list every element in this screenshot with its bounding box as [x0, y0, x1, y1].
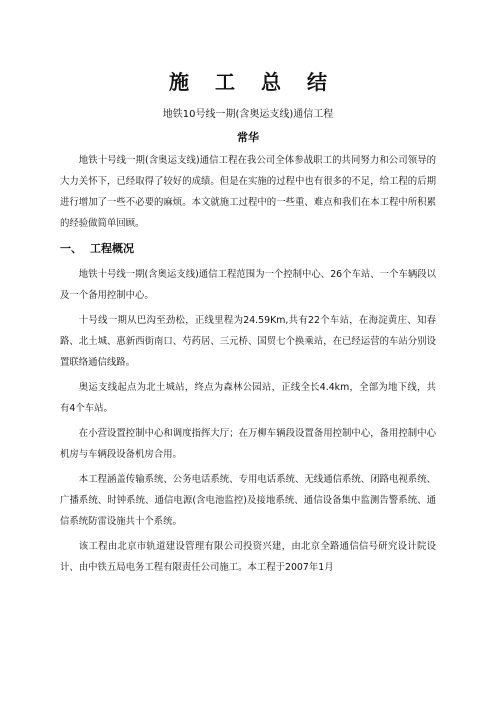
document-author: 常华: [237, 131, 259, 144]
section-heading-text: 工程概况: [90, 242, 134, 255]
section-paragraph: 本工程涵盖传输系统、公务电话系统、专用电话系统、无线通信系统、闭路电视系统、广播系统、时钟系统、通信电源(含电池监控)及接地系统、通信设备集中监测告警系统、通信系统防雷设施共十个系统。: [60, 474, 436, 527]
section-paragraph: 在小营设置控制中心和调度指挥大厅；在万柳车辆段设置备用控制中心，备用控制中心机房与车辆段设备机房合用。: [60, 428, 436, 460]
section-heading: [60, 238, 436, 260]
document-body: [60, 150, 436, 582]
section-paragraph: 地铁十号线一期(含奥运支线)通信工程范围为一个控制中心、26个车站、一个车辆段以及一个备用控制中心。: [60, 269, 436, 301]
section-paragraph: 十号线一期从巴沟至劲松，正线里程为24.59Km,共有22个车站，在海淀黄庄、知春路、北土城、惠新西街南口、芍药居、三元桥、国贸七个换乘站，在已经运营的车站分别设置联络通信线路。: [60, 315, 436, 368]
intro-paragraph: 地铁十号线一期(含奥运支线)通信工程在我公司全体参战职工的共同努力和公司领导的大力关怀下，已经取得了较好的成绩。但是在实施的过程中也有很多的不足，给工程的后期进行增加了一些不必要的麻烦。本文就施工过程中的一些重、难点和我们在本工程中所积累的经验做简单回顾。: [60, 155, 436, 229]
section-number: 一、: [60, 242, 82, 255]
section-paragraph: 奥运支线起点为北土城站，终点为森林公园站，正线全长4.4km，全部为地下线，共有4个车站。: [60, 382, 436, 414]
document-subtitle: 地铁10号线一期(含奥运支线)通信工程: [162, 109, 334, 120]
document-title: 施工总结: [169, 70, 353, 94]
section-paragraph: 该工程由北京市轨道建设管理有限公司投资兴建，由北京全路通信信号研究设计院设计、由中铁五局电务工程有限责任公司施工。本工程于2007年1月: [60, 541, 436, 573]
